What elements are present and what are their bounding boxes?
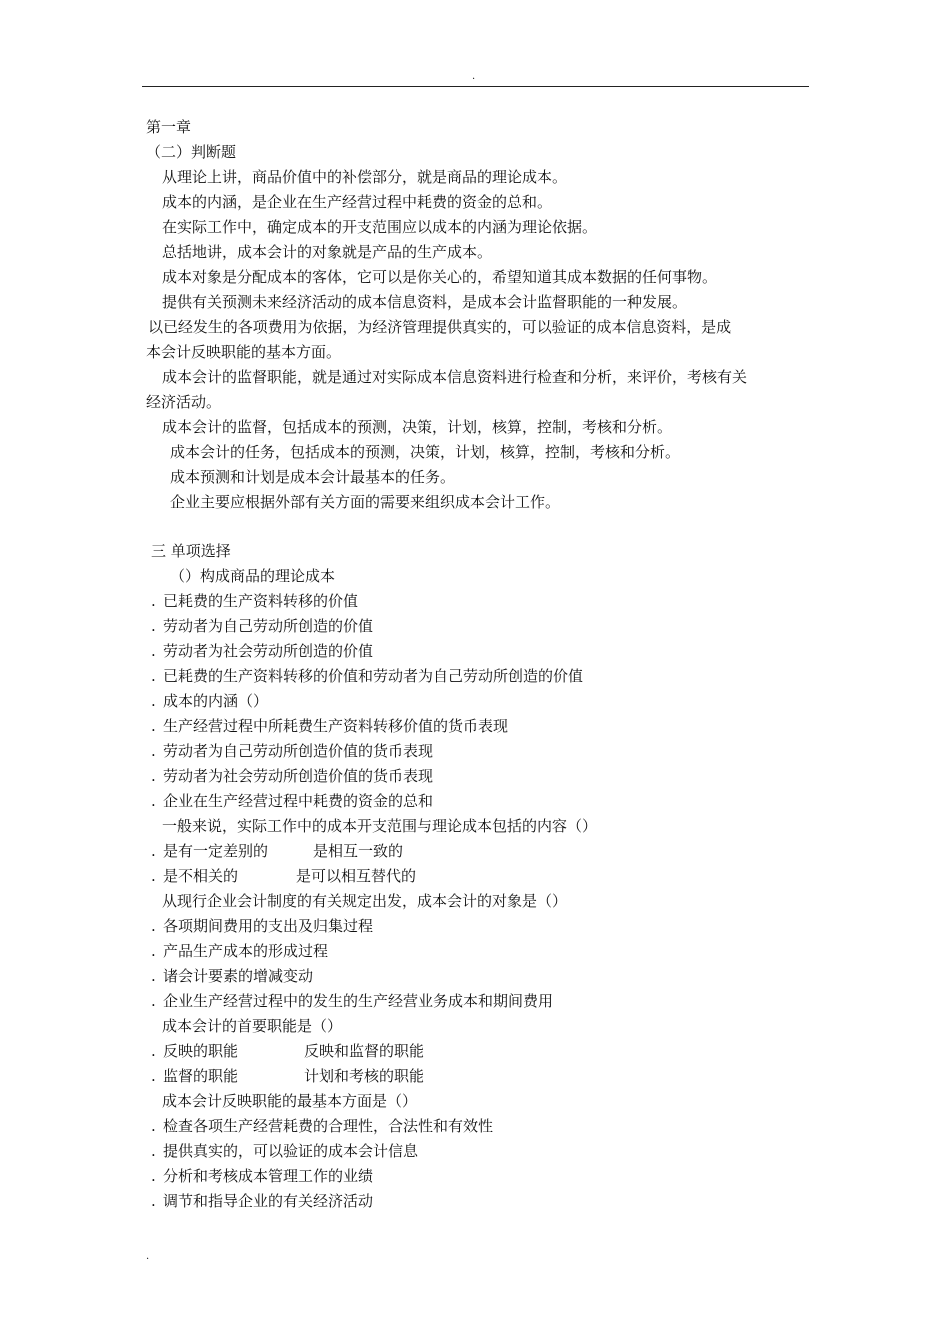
answer-option: [151, 641, 373, 661]
answer-option-row: [151, 1041, 425, 1061]
option-text: 诸会计要素的增减变动: [163, 967, 314, 985]
judgement-item: 以已经发生的各项费用为依据，为经济管理提供真实的，可以验证的成本信息资料，是成: [148, 318, 732, 336]
answer-option: [151, 716, 508, 736]
option-text: 劳动者为自己劳动所创造的价值: [163, 617, 374, 635]
judgement-item-cont: 本会计反映职能的基本方面。: [146, 343, 342, 361]
judgement-item: 从理论上讲，商品价值中的补偿部分，就是商品的理论成本。: [162, 168, 568, 186]
answer-option: [151, 1141, 418, 1161]
option-bullet: .: [151, 867, 156, 885]
option-bullet: .: [151, 992, 156, 1010]
answer-option-row: [151, 866, 417, 886]
answer-option: [151, 941, 328, 961]
option-text: 企业生产经营过程中的发生的生产经营业务成本和期间费用: [163, 992, 554, 1010]
option-bullet: .: [151, 717, 156, 735]
option-text: 劳动者为社会劳动所创造的价值: [163, 642, 374, 660]
single-choice-heading: 三 单项选择: [151, 542, 231, 560]
option-bullet: .: [151, 592, 156, 610]
header-mark: .: [472, 71, 476, 82]
header-rule: [142, 86, 809, 87]
option-text: 是有一定差别的: [163, 842, 269, 860]
chapter-title: 第一章: [146, 118, 192, 136]
question-stem: 成本会计反映职能的最基本方面是（）: [162, 1092, 418, 1110]
question-stem: （）构成商品的理论成本: [170, 567, 336, 585]
judgement-item: 成本的内涵，是企业在生产经营过程中耗费的资金的总和。: [162, 193, 553, 211]
answer-option-row: [151, 841, 404, 861]
answer-option: [151, 1166, 373, 1186]
option-text: 劳动者为自己劳动所创造价值的货币表现: [163, 742, 434, 760]
judgement-item-cont: 经济活动。: [146, 393, 222, 411]
option-text: 计划和考核的职能: [304, 1067, 425, 1085]
answer-option: [151, 666, 583, 686]
option-text: 检查各项生产经营耗费的合理性，合法性和有效性: [163, 1117, 494, 1135]
option-bullet: .: [151, 767, 156, 785]
option-text: 劳动者为社会劳动所创造价值的货币表现: [163, 767, 434, 785]
option-text: 分析和考核成本管理工作的业绩: [163, 1167, 374, 1185]
option-text: 各项期间费用的支出及归集过程: [163, 917, 374, 935]
judgement-item: 企业主要应根据外部有关方面的需要来组织成本会计工作。: [170, 493, 561, 511]
option-text: 产品生产成本的形成过程: [163, 942, 329, 960]
answer-option: [151, 916, 373, 936]
answer-option: [151, 791, 433, 811]
judgement-item: 成本会计的任务，包括成本的预测，决策，计划，核算，控制，考核和分析。: [170, 443, 681, 461]
question-stem: [151, 691, 268, 711]
footer-mark: .: [146, 1251, 150, 1262]
option-bullet: .: [151, 917, 156, 935]
option-text: 是相互一致的: [313, 842, 404, 860]
answer-option: [151, 741, 433, 761]
option-bullet: .: [151, 1142, 156, 1160]
option-bullet: .: [151, 1167, 156, 1185]
option-text: 已耗费的生产资料转移的价值和劳动者为自己劳动所创造的价值: [163, 667, 584, 685]
option-text: 生产经营过程中所耗费生产资料转移价值的货币表现: [163, 717, 509, 735]
option-bullet: .: [151, 967, 156, 985]
question-stem: 从现行企业会计制度的有关规定出发，成本会计的对象是（）: [162, 892, 568, 910]
option-bullet: .: [151, 617, 156, 635]
option-bullet: .: [151, 642, 156, 660]
option-bullet: .: [151, 1117, 156, 1135]
answer-option: [151, 766, 433, 786]
judgement-item: 提供有关预测未来经济活动的成本信息资料，是成本会计监督职能的一种发展。: [162, 293, 688, 311]
option-bullet: .: [151, 942, 156, 960]
option-bullet: .: [151, 667, 156, 685]
option-bullet: .: [151, 742, 156, 760]
option-text: 是不相关的: [163, 867, 239, 885]
option-text: 提供真实的，可以验证的成本会计信息: [163, 1142, 419, 1160]
answer-option-row: [151, 1066, 425, 1086]
judgement-item: 在实际工作中，确定成本的开支范围应以成本的内涵为理论依据。: [162, 218, 598, 236]
judgement-heading: （二）判断题: [146, 143, 237, 161]
option-text: 企业在生产经营过程中耗费的资金的总和: [163, 792, 434, 810]
answer-option: [151, 966, 313, 986]
question-stem: 成本会计的首要职能是（）: [162, 1017, 343, 1035]
option-text: 反映的职能: [163, 1042, 239, 1060]
option-bullet: .: [151, 1042, 156, 1060]
judgement-item: 成本会计的监督职能，就是通过对实际成本信息资料进行检查和分析，来评价，考核有关: [162, 368, 748, 386]
answer-option: [151, 1116, 493, 1136]
option-bullet: .: [151, 692, 156, 710]
judgement-item: 总括地讲，成本会计的对象就是产品的生产成本。: [162, 243, 493, 261]
answer-option: [151, 591, 358, 611]
option-bullet: .: [151, 1192, 156, 1210]
judgement-item: 成本对象是分配成本的客体，它可以是你关心的，希望知道其成本数据的任何事物。: [162, 268, 718, 286]
option-text: 反映和监督的职能: [304, 1042, 425, 1060]
option-bullet: .: [151, 792, 156, 810]
question-stem: 一般来说，实际工作中的成本开支范围与理论成本包括的内容（）: [162, 817, 598, 835]
option-text: 是可以相互替代的: [296, 867, 417, 885]
stem-text: 成本的内涵（）: [163, 692, 269, 710]
option-bullet: .: [151, 842, 156, 860]
option-text: 监督的职能: [163, 1067, 239, 1085]
option-bullet: .: [151, 1067, 156, 1085]
answer-option: [151, 616, 373, 636]
option-text: 调节和指导企业的有关经济活动: [163, 1192, 374, 1210]
answer-option: [151, 991, 553, 1011]
judgement-item: 成本会计的监督，包括成本的预测，决策，计划，核算，控制，考核和分析。: [162, 418, 673, 436]
option-text: 已耗费的生产资料转移的价值: [163, 592, 359, 610]
judgement-item: 成本预测和计划是成本会计最基本的任务。: [170, 468, 456, 486]
answer-option: [151, 1191, 373, 1211]
